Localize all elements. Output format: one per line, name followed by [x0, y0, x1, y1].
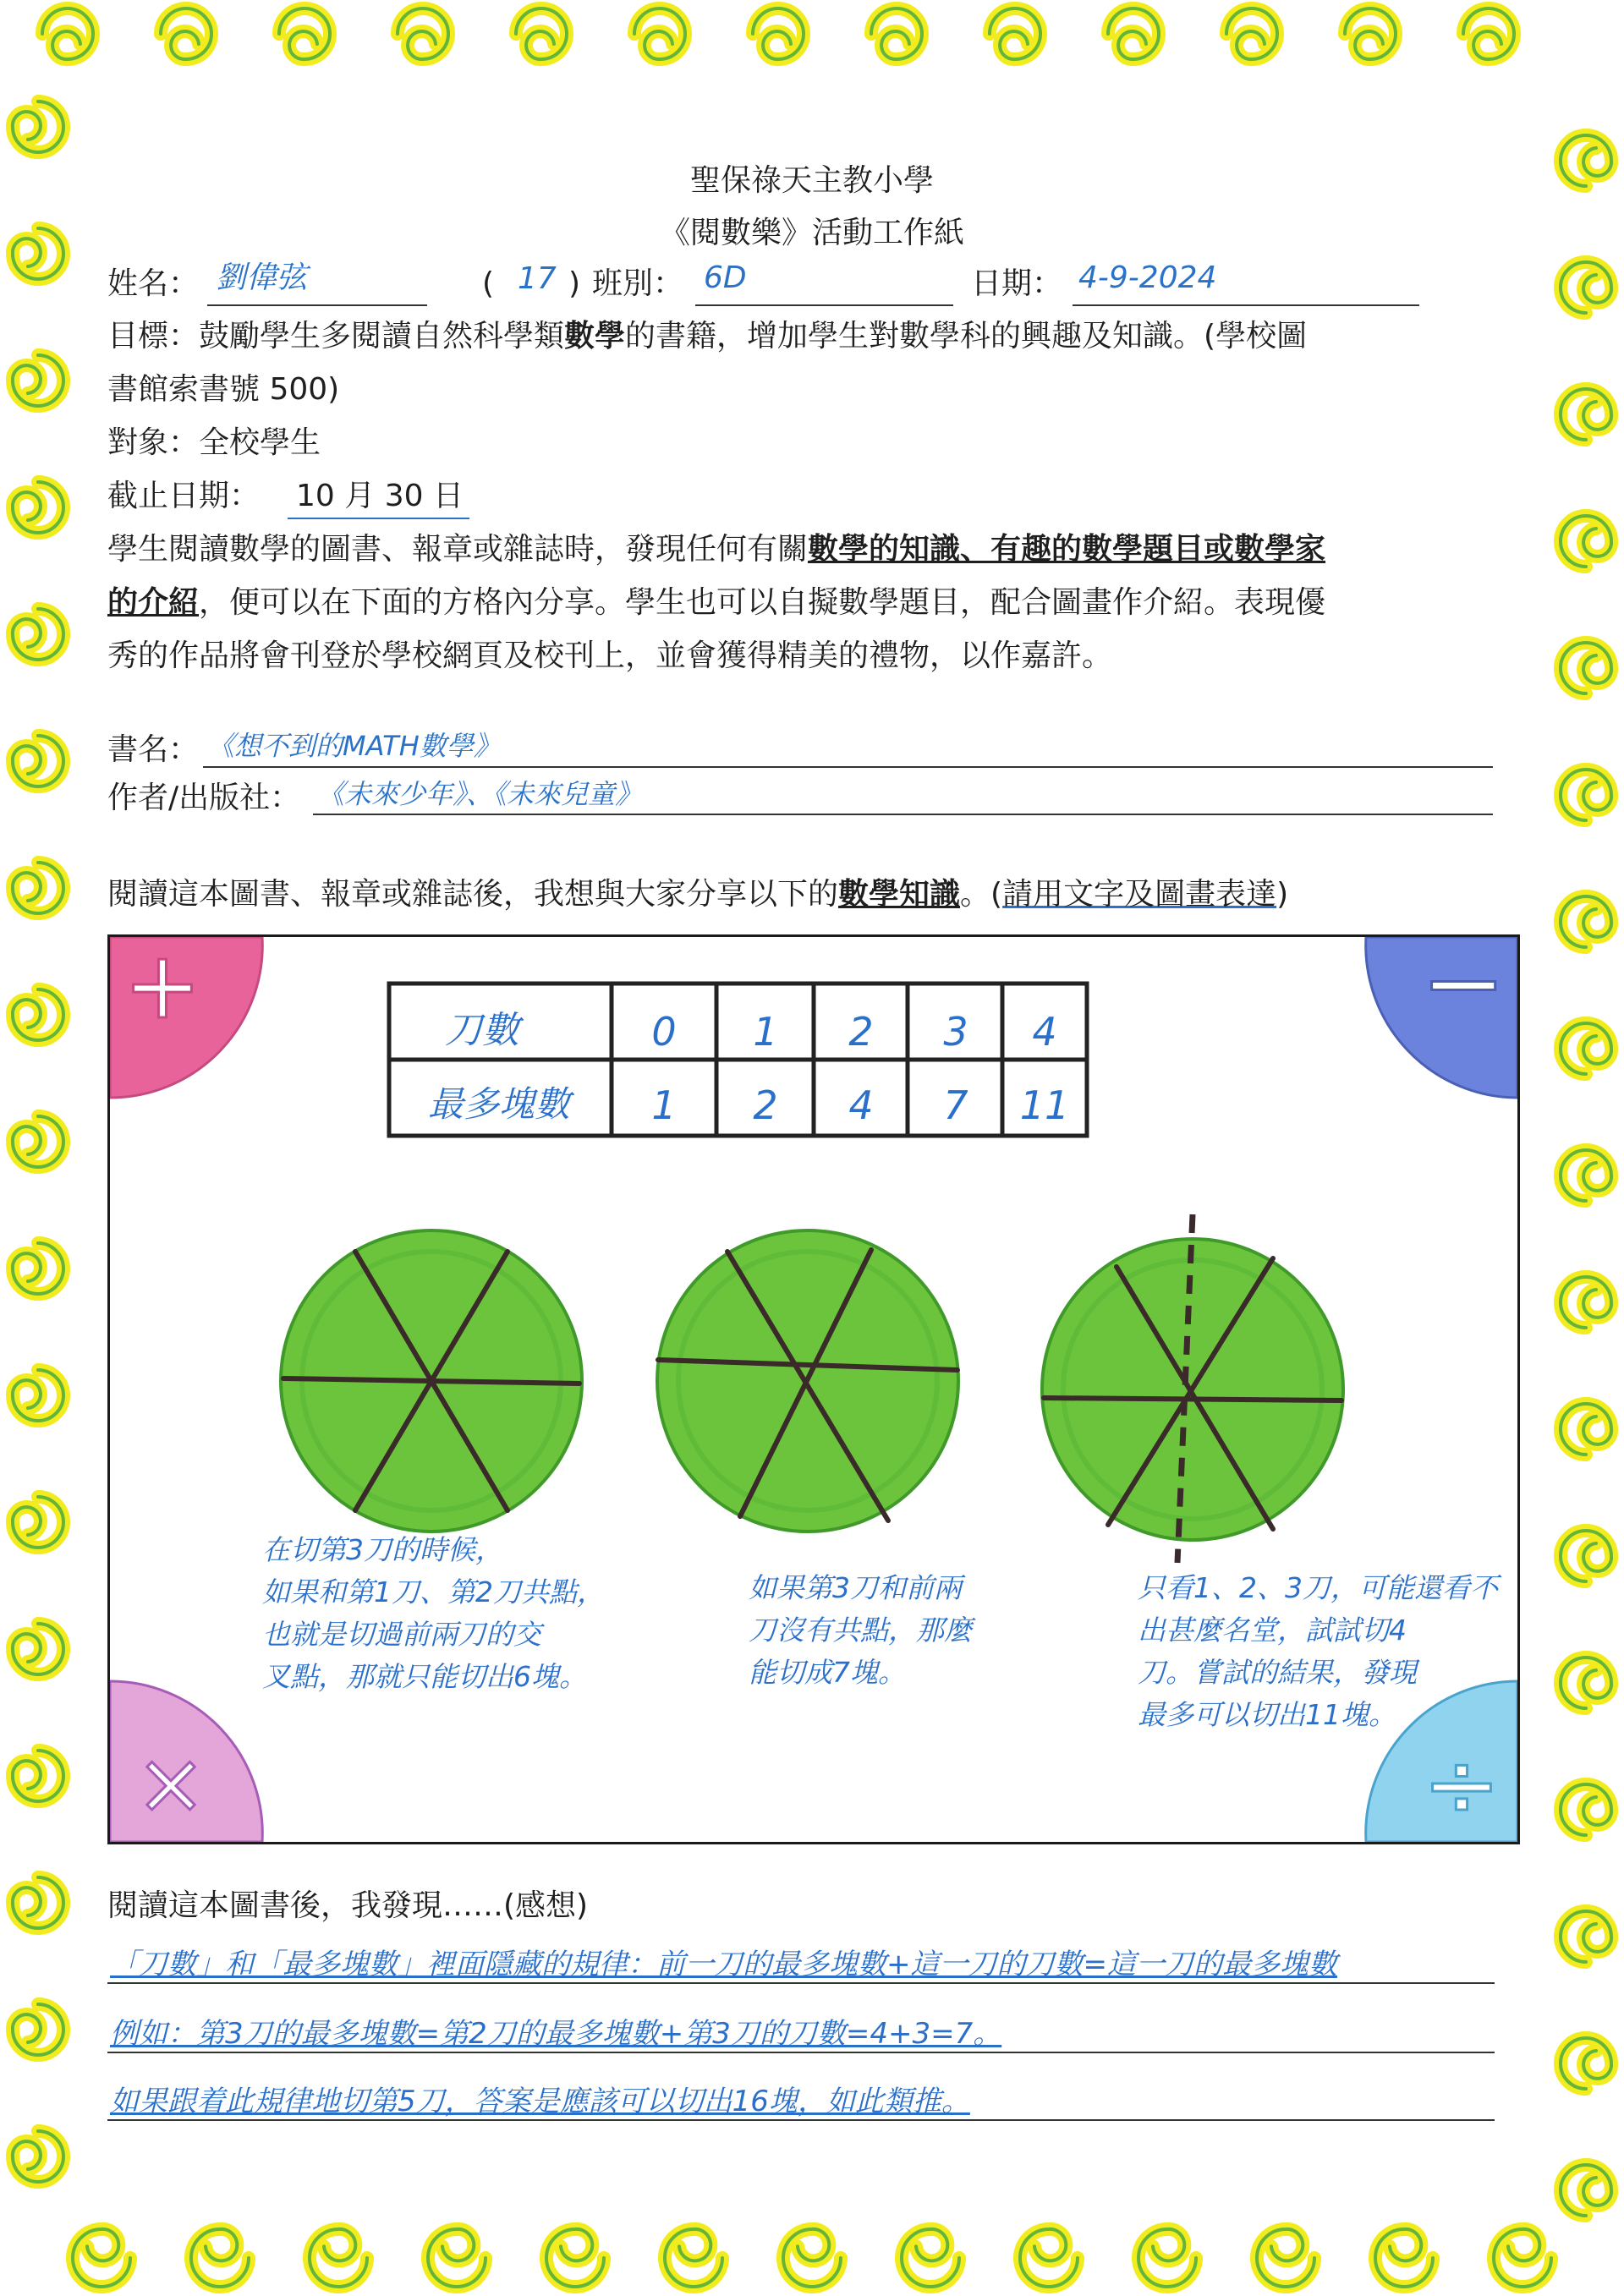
minus-sign: −: [1420, 937, 1506, 1042]
number-close-paren: ): [568, 266, 581, 301]
date-label: 日期：: [971, 266, 1063, 301]
border-swirl: [1561, 1277, 1611, 1328]
table-cut-count: 3: [943, 1009, 968, 1055]
table-max-pieces: 1: [651, 1082, 677, 1128]
table-row1-label: 刀數: [445, 1009, 519, 1052]
border-swirl: [1226, 8, 1277, 59]
author-value: 《未來少年》、《未來兒童》: [317, 778, 643, 810]
border-swirl: [13, 1497, 63, 1548]
number-open-paren: (: [482, 266, 495, 301]
answer-rule-1: [107, 1982, 1495, 1984]
share-bold: 數學知識: [838, 877, 961, 912]
student-name: 劉偉弦: [216, 260, 308, 295]
note-left-line: 如果和第1刀、第2刀共點，: [262, 1575, 605, 1608]
table-row2-label: 最多塊數: [427, 1083, 571, 1125]
drawing-panel: [107, 934, 1520, 1844]
share-prompt: [107, 874, 1288, 915]
plus-sign: +: [123, 937, 202, 1039]
reflection-text-1: 「刀數」和「最多塊數」裡面隱藏的規律：前一刀的最多塊數+這一刀的刀數=這一刀的最多塊數: [110, 1948, 1337, 1981]
note-right-line: 出甚麼名堂，試試切4: [1138, 1614, 1407, 1647]
border-swirl: [13, 736, 63, 786]
border-swirl: [1375, 2229, 1433, 2287]
reflection-line-1: [110, 1945, 1337, 1984]
border-swirl: [753, 8, 804, 59]
answer-rule-2: [107, 2052, 1495, 2053]
border-swirl: [1561, 1404, 1611, 1455]
note-left-line: 在切第3刀的時候，: [262, 1533, 503, 1566]
date-line: [1073, 304, 1419, 306]
table-cells: [651, 1009, 1069, 1128]
share-after: 。(: [960, 877, 1003, 912]
note-middle: [749, 1567, 972, 1694]
border-swirl: [1561, 643, 1611, 693]
worksheet-title: 《閱數樂》活動工作紙: [659, 216, 964, 250]
table-cut-count: 1: [753, 1009, 778, 1055]
border-swirl: [191, 2229, 249, 2287]
border-swirl: [1561, 516, 1611, 567]
intro-line-2: [107, 583, 1325, 623]
border-swirl: [310, 2229, 367, 2287]
name-line: [207, 304, 427, 306]
objective-text-before: 鼓勵學生多閱讀自然科學類: [199, 319, 565, 353]
border-swirl: [546, 2229, 604, 2287]
border-swirl: [902, 2229, 959, 2287]
border-swirl: [13, 989, 63, 1040]
border-swirl: [13, 1877, 63, 1928]
border-swirl: [1257, 2229, 1314, 2287]
border-swirl: [428, 2229, 486, 2287]
class-line: [695, 304, 953, 306]
objective-text-after: 的書籍，增加學生對數學科的興趣及知識。(學校圖: [625, 319, 1308, 353]
border-swirl: [1561, 1784, 1611, 1835]
border-swirl: [73, 2229, 130, 2287]
note-middle-line: 如果第3刀和前兩: [749, 1571, 962, 1604]
book-title-line: [203, 766, 1493, 768]
objective-bold: 數學: [564, 319, 626, 353]
border-swirl: [665, 2229, 722, 2287]
note-middle-line: 刀沒有共點，那麼: [749, 1614, 972, 1647]
border-swirl: [1561, 1911, 1611, 1962]
border-swirl: [1561, 2038, 1611, 2089]
border-swirl: [13, 1751, 63, 1801]
reflection-text-2: 例如：第3刀的最多塊數=第2刀的最多塊數+第3刀的刀數=4+3=7。: [110, 2017, 1002, 2051]
border-swirl: [1345, 8, 1396, 59]
table-max-pieces: 2: [753, 1082, 778, 1128]
note-middle-line: 能切成7塊。: [749, 1656, 906, 1689]
reflection-line-2: [110, 2014, 1001, 2053]
deadline-label: 截止日期：: [107, 479, 261, 513]
border-swirl: [783, 2229, 841, 2287]
divide-sign: ÷: [1422, 1730, 1501, 1838]
border-swirl: [13, 1370, 63, 1421]
border-swirl: [279, 8, 330, 59]
border-swirl: [1108, 8, 1159, 59]
border-swirl: [1561, 1023, 1611, 1074]
book-title-label: 書名：: [107, 732, 200, 767]
border-swirl: [13, 2004, 63, 2055]
border-swirl: [13, 1624, 63, 1674]
border-swirl: [13, 1243, 63, 1294]
table-cut-count: 4: [1032, 1009, 1057, 1055]
author-label: 作者/出版社：: [107, 781, 301, 815]
objective-line-2: 書館索書號 500): [107, 372, 340, 407]
school-name: 聖保祿天主教小學: [689, 163, 934, 198]
border-swirl: [1561, 262, 1611, 313]
intro-p2-bold: 的介紹: [107, 585, 200, 620]
note-left: [262, 1529, 605, 1698]
table-cut-count: 0: [651, 1009, 677, 1055]
class-label: 班別：: [592, 266, 684, 301]
objective-label: 目標：: [107, 319, 200, 353]
note-right-line: 只看1、2、3刀，可能還看不: [1138, 1571, 1498, 1604]
author-line: [313, 814, 1493, 815]
intro-line-1: [107, 529, 1325, 570]
note-right: [1138, 1567, 1498, 1736]
border-swirl: [13, 863, 63, 913]
deadline-value: 10 月 30 日: [296, 479, 464, 513]
border-swirl: [13, 2131, 63, 2182]
times-sign: ×: [135, 1734, 206, 1833]
border-swirl: [13, 1116, 63, 1167]
note-left-line: 也就是切過前兩刀的交: [262, 1618, 541, 1651]
note-right-line: 刀。嘗試的結果，發現: [1138, 1656, 1417, 1689]
border-swirl: [871, 8, 922, 59]
intro-p1: 學生閱讀數學的圖書、報章或雜誌時，發現任何有關: [107, 532, 809, 567]
border-swirl: [1561, 1658, 1611, 1708]
border-swirl: [1561, 2165, 1611, 2216]
intro-line-3: 秀的作品將會刊登於學校網頁及校刊上，並會獲得精美的禮物，以作嘉許。: [107, 638, 1113, 673]
share-close: ): [1276, 877, 1289, 912]
audience: 對象：全校學生: [107, 425, 321, 460]
border-swirl: [13, 482, 63, 533]
border-swirl: [13, 355, 63, 406]
border-swirl: [1561, 770, 1611, 820]
border-swirl: [1561, 389, 1611, 440]
border-swirl: [398, 8, 448, 59]
reflection-text-3: 如果跟着此規律地切第5刀，答案是應該可以切出16塊，如此類推。: [110, 2085, 970, 2118]
border-swirl: [1020, 2229, 1078, 2287]
date-value: 4-9-2024: [1078, 260, 1217, 295]
table-cut-count: 2: [848, 1009, 874, 1055]
border-swirl: [13, 609, 63, 660]
note-left-line: 叉點，那就只能切出6塊。: [262, 1660, 587, 1693]
share-before: 閱讀這本圖書、報章或雜誌後，我想與大家分享以下的: [107, 877, 839, 912]
table-max-pieces: 11: [1019, 1082, 1070, 1128]
border-swirl: [1138, 2229, 1196, 2287]
reflection-prompt: 閱讀這本圖書後，我發現……(感想): [107, 1888, 589, 1923]
objective-line-1: [107, 316, 1307, 357]
share-underlined: 請用文字及圖畫表達: [1002, 877, 1277, 912]
border-swirl: [161, 8, 211, 59]
border-swirl: [516, 8, 567, 59]
intro-p2: ，便可以在下面的方格內分享。學生也可以自擬數學題目，配合圖畫作介紹。表現優: [199, 585, 1326, 620]
intro-p1-bold: 數學的知識、有趣的數學題目或數學家: [808, 532, 1326, 567]
border-swirl: [990, 8, 1040, 59]
pizza-diagrams: [281, 1214, 1343, 1563]
border-swirl: [13, 101, 63, 152]
table-max-pieces: 7: [943, 1082, 968, 1128]
deadline-line: [288, 518, 469, 519]
book-title: 《想不到的MATH數學》: [207, 730, 501, 762]
student-number: 17: [518, 261, 557, 296]
border-swirl: [1463, 8, 1514, 59]
note-right-line: 最多可以切出11塊。: [1138, 1698, 1396, 1731]
border-swirl: [1561, 896, 1611, 947]
name-label: 姓名：: [107, 266, 200, 301]
table-max-pieces: 4: [848, 1082, 874, 1128]
border-swirl: [1561, 1150, 1611, 1201]
reflection-line-3: [110, 2082, 970, 2121]
border-swirl: [1561, 1531, 1611, 1581]
border-swirl: [42, 8, 93, 59]
border-swirl: [1494, 2229, 1551, 2287]
student-class: 6D: [704, 260, 747, 295]
answer-rule-3: [107, 2119, 1495, 2121]
border-swirl: [634, 8, 685, 59]
